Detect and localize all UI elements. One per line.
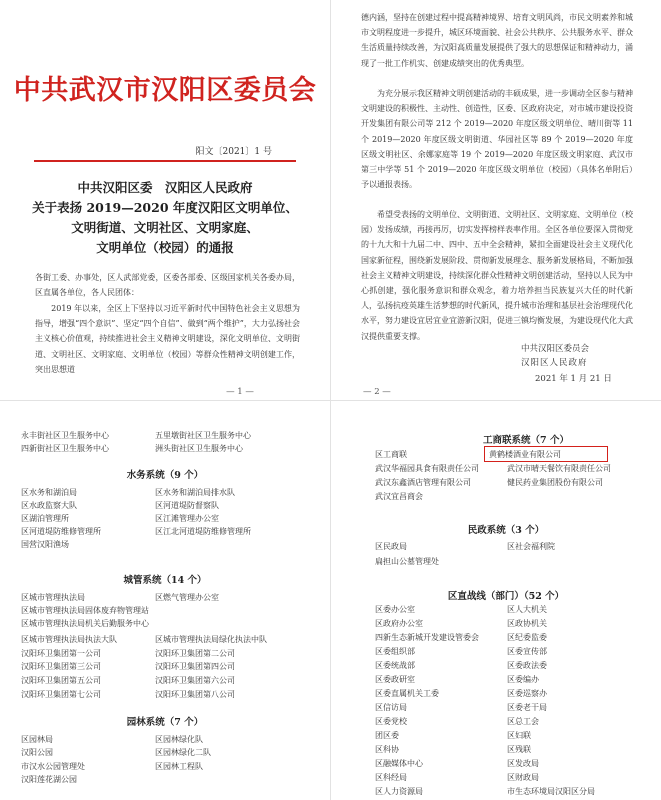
signature-party-committee: 中共汉阳区委员会 bbox=[521, 344, 590, 354]
list-item: 区水政监察大队 bbox=[21, 501, 77, 510]
list-item: 汉阳环卫集团第一公司 bbox=[21, 649, 101, 658]
list-item: 汉阳莲花湖公园 bbox=[21, 775, 77, 784]
list-item: 团区委 bbox=[375, 731, 399, 740]
list-item: 区城市管理执法局机关后勤服务中心 bbox=[21, 619, 149, 628]
list-item: 区委直属机关工委 bbox=[375, 689, 439, 698]
list-item: 区园林局 bbox=[21, 735, 53, 744]
list-item: 武汉宜昌商会 bbox=[375, 492, 423, 501]
list-item: 区纪委监委 bbox=[507, 633, 547, 642]
list-item: 市生态环境局汉阳区分局 bbox=[507, 787, 595, 796]
list-item: 区水务和湖泊局 bbox=[21, 488, 77, 497]
document-title-line: 关于表扬 2019—2020 年度汉阳区文明单位、 bbox=[32, 200, 298, 215]
list-item: 四新生态新城开发建设管委会 bbox=[375, 633, 479, 642]
document-page-2 bbox=[331, 0, 661, 400]
signature-district-government: 汉阳区人民政府 bbox=[521, 358, 588, 368]
list-item: 区城市管理执法局固体废弃物管理站 bbox=[21, 606, 149, 615]
section-title-city-management: 城管系统（14 个） bbox=[123, 575, 207, 586]
document-title-line: 中共汉阳区委 汉阳区人民政府 bbox=[77, 180, 253, 195]
list-item: 区委宣传部 bbox=[507, 647, 547, 656]
list-item: 区政府办公室 bbox=[375, 619, 423, 628]
list-item: 区江北河道堤防维修管理所 bbox=[155, 527, 251, 536]
list-item: 区人大机关 bbox=[507, 605, 547, 614]
issuing-organization-title: 中共武汉市汉阳区委员会 bbox=[13, 75, 317, 106]
list-item: 武汉东鑫酒店管理有限公司 bbox=[375, 478, 471, 487]
list-item: 汉阳环卫集团第四公司 bbox=[155, 662, 235, 671]
list-item: 区委党校 bbox=[375, 717, 407, 726]
list-item: 汉阳环卫集团第六公司 bbox=[155, 676, 235, 685]
addressee-text: 各街工委、办事处，区人武部党委，区委各部委、区级国家机关各委办局，区直属各单位，各人民团体： bbox=[35, 273, 300, 298]
list-item: 区科协 bbox=[375, 745, 399, 754]
document-page-1 bbox=[0, 0, 330, 400]
list-item: 区人力资源局 bbox=[375, 787, 423, 796]
body-paragraph: 德内涵，坚持在创建过程中提高精神境界、培育文明风尚，市民文明素养和城市文明程度进一步提升，城区环境面貌、社会公共秩序、公共服务水平、群众生活质量持续改善，为汉阳高质量发展提供了强大的思想保证和精神动力，涌现了一批工作机实、创建成绩突出的优秀典型。 bbox=[361, 13, 633, 68]
list-item: 洲头街社区卫生服务中心 bbox=[155, 444, 243, 453]
body-paragraph: 2019 年以来，全区上下坚持以习近平新时代中国特色社会主义思想为指导，增强“四个意识”、坚定“四个自信”、做到“两个维护”，大力弘扬社会主义核心价值观，持续推进社会主义精神文明建设，深化文明单位、文明街道、文明社区、文明家庭、文明单位（校园）等群众性精神文明创建工作，突出思想道 bbox=[35, 304, 300, 374]
list-item-highlighted: 黄鹤楼酒业有限公司 bbox=[489, 450, 561, 459]
red-header-rule bbox=[34, 160, 296, 162]
list-item: 区民政局 bbox=[375, 542, 407, 551]
list-item: 区工商联 bbox=[375, 450, 407, 459]
section-title-gardens: 园林系统（7 个） bbox=[126, 717, 204, 728]
list-item: 区发改局 bbox=[507, 759, 539, 768]
section-title-commerce: 工商联系统（7 个） bbox=[483, 435, 569, 446]
list-item: 区总工会 bbox=[507, 717, 539, 726]
list-item: 汉阳环卫集团第三公司 bbox=[21, 662, 101, 671]
list-item: 五里墩街社区卫生服务中心 bbox=[155, 431, 251, 440]
list-item: 区社会福利院 bbox=[507, 542, 555, 551]
list-item: 区委巡察办 bbox=[507, 689, 547, 698]
list-item: 区委政研室 bbox=[375, 675, 415, 684]
list-item: 区委组织部 bbox=[375, 647, 415, 656]
document-title-line: 文明街道、文明社区、文明家庭、 bbox=[71, 220, 259, 235]
list-item: 区委编办 bbox=[507, 675, 539, 684]
page-number: — 1 — bbox=[226, 387, 254, 397]
list-item: 武汉市晴天餐饮有限责任公司 bbox=[507, 464, 611, 473]
list-item: 区园林绿化二队 bbox=[155, 748, 211, 757]
list-item: 汉阳公园 bbox=[21, 748, 53, 757]
list-item: 区城市管理执法局绿化执法中队 bbox=[155, 635, 267, 644]
list-item: 区水务和湖泊局排水队 bbox=[155, 488, 235, 497]
list-item: 区科经局 bbox=[375, 773, 407, 782]
list-item: 汉阳环卫集团第七公司 bbox=[21, 690, 101, 699]
list-item: 汉阳环卫集团第二公司 bbox=[155, 649, 235, 658]
list-item: 扁担山公墓管理处 bbox=[375, 557, 439, 566]
list-item: 区园林绿化队 bbox=[155, 735, 203, 744]
document-number: 阳文〔2021〕1 号 bbox=[195, 147, 272, 157]
list-item: 汉阳环卫集团第八公司 bbox=[155, 690, 235, 699]
page-gutter-horizontal bbox=[0, 400, 661, 401]
list-item: 区委老干局 bbox=[507, 703, 547, 712]
issue-date: 2021 年 1 月 21 日 bbox=[535, 374, 612, 384]
list-item: 区信访局 bbox=[375, 703, 407, 712]
body-paragraph: 希望受表扬的文明单位、文明街道、文明社区、文明家庭、文明单位（校园）发扬成绩，再接再厉，切实发挥榜样表率作用。全区各单位要深入贯彻党的十九大和十九届二中、四中、五中全会精神，紧扣全面建设社会主义现代化国家新征程，围绕新发展阶段、贯彻新发展理念、服务新发展格局，不断加强社会主义精神文明建设，持续深化群众性精神文明创建活动，坚持以人民为中心抓创建，强化服务意识和群众观念，着力培养担当民族复兴大任的时代新人，弘扬抗疫英雄生活梦想的时代新风，提升城市治理和基层社会治理现代化水平，努力建设宜居宜业宜游新汉阳，促进三镇均衡发展，为建设现代化大武汉提供重要支撑。 bbox=[361, 210, 633, 341]
section-title-civil-affairs: 民政系统（3 个） bbox=[467, 525, 545, 536]
list-item: 区委统战部 bbox=[375, 661, 415, 670]
list-item: 区残联 bbox=[507, 745, 531, 754]
page-number: — 2 — bbox=[363, 387, 391, 397]
list-item: 区江滩管理办公室 bbox=[155, 514, 219, 523]
list-item: 区城市管理执法局执法大队 bbox=[21, 635, 117, 644]
list-item: 区城市管理执法局 bbox=[21, 593, 85, 602]
list-item: 区妇联 bbox=[507, 731, 531, 740]
list-item: 区燃气管理办公室 bbox=[155, 593, 219, 602]
section-title-district-direct: 区直战线（部门）（52 个） bbox=[447, 591, 565, 602]
list-item: 区政协机关 bbox=[507, 619, 547, 628]
document-page-3 bbox=[0, 401, 330, 800]
list-item: 区园林工程队 bbox=[155, 762, 203, 771]
list-item: 国营汉阳渔场 bbox=[21, 540, 69, 549]
list-item: 市汉水公园管理处 bbox=[21, 762, 85, 771]
section-title-water: 水务系统（9 个） bbox=[126, 470, 204, 481]
document-title-line: 文明单位（校园）的通报 bbox=[96, 240, 234, 255]
list-item: 区委政法委 bbox=[507, 661, 547, 670]
list-item: 区财政局 bbox=[507, 773, 539, 782]
highlight-box bbox=[484, 446, 608, 462]
document-title bbox=[30, 178, 300, 258]
list-item: 区融媒体中心 bbox=[375, 759, 423, 768]
list-item: 四新街社区卫生服务中心 bbox=[21, 444, 109, 453]
list-item: 永丰街社区卫生服务中心 bbox=[21, 431, 109, 440]
body-paragraph: 为充分展示我区精神文明创建活动的丰硕成果，进一步调动全区参与精神文明建设的积极性、主动性、创造性，区委、区政府决定，对市城市建设投资开发集团有限公司等 212 个 2019—2020 年度区级文明单位、晴川街等 11 个 2019—2020 年度区级文明街道、华园社区等 89 个 2019—2020 年度区级文明社区、余娜家庭等 19 个 2019—2020 年度区级文明家庭、武汉市第三中学等 51 个 2019—2020 年度区级文明单位（校园）（具体名单附后）予以通报表扬。 bbox=[361, 89, 636, 190]
list-item: 区河道堤防维修管理所 bbox=[21, 527, 101, 536]
list-item: 区河道堤防督察队 bbox=[155, 501, 219, 510]
list-item: 区湖泊管理所 bbox=[21, 514, 69, 523]
list-item: 健民药业集团股份有限公司 bbox=[507, 478, 603, 487]
list-item: 区委办公室 bbox=[375, 605, 415, 614]
list-item: 汉阳环卫集团第五公司 bbox=[21, 676, 101, 685]
list-item: 武汉华福园具食有限责任公司 bbox=[375, 464, 479, 473]
